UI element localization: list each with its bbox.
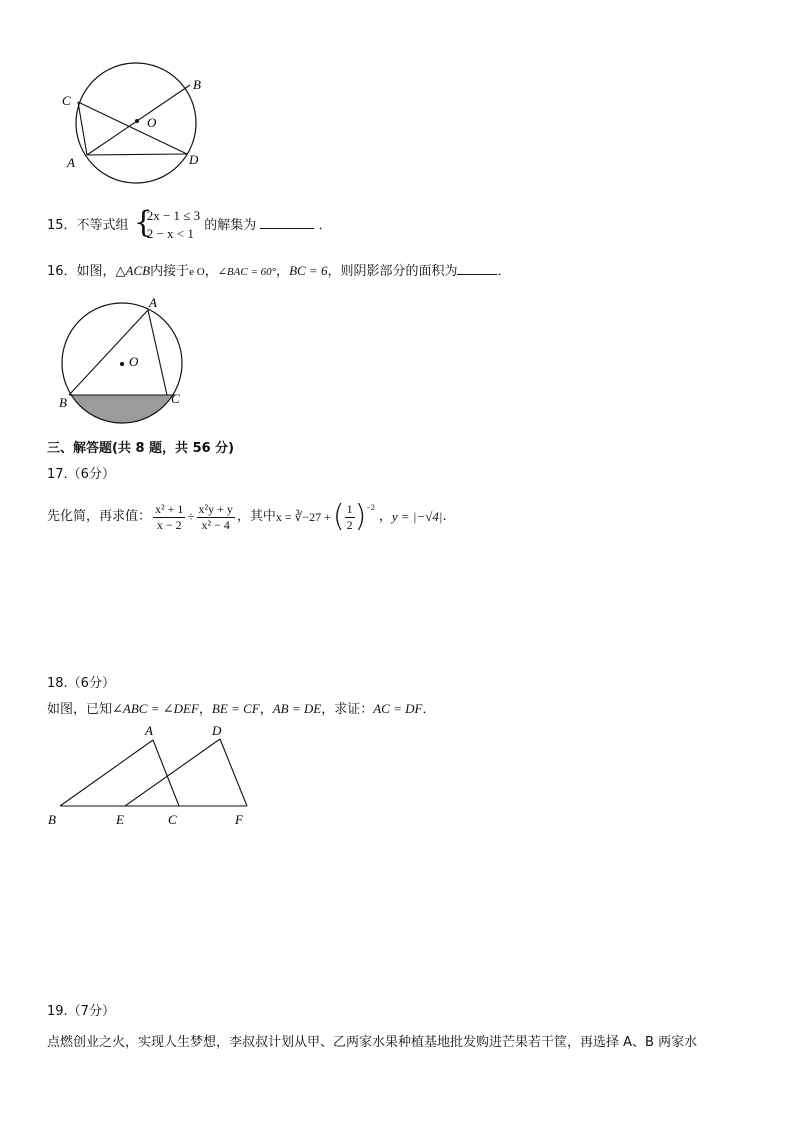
fig16-label-C: C xyxy=(171,391,180,406)
q18-condition-2: BE = CF xyxy=(211,701,260,716)
q16-circle-o: e O xyxy=(189,266,205,278)
problem-18-body xyxy=(47,700,435,719)
fig18-side-AC xyxy=(153,740,179,806)
q16-mid1: 内接于 xyxy=(150,264,190,279)
q18-condition-3: AB = DE xyxy=(272,701,322,716)
q15-end: ． xyxy=(318,218,332,233)
fig14-center-dot xyxy=(135,119,139,123)
q17-exponent: −2 xyxy=(366,503,375,512)
q16-mid2: ，则阴影部分的面积为 xyxy=(327,264,458,279)
q17-intro: 先化简，再求值： xyxy=(47,509,152,524)
fig14-segment-CA xyxy=(78,102,87,155)
q17-comma: ， xyxy=(378,509,392,524)
fig14-circle xyxy=(76,63,196,183)
q18-end: ． xyxy=(422,702,436,717)
q17-fraction-1 xyxy=(153,502,185,533)
q15-line1: 2x − 1 ≤ 3 xyxy=(146,208,201,223)
fig14-label-D: D xyxy=(189,152,199,167)
fig16-label-A: A xyxy=(149,295,157,310)
figure-16-circle xyxy=(50,293,200,433)
q17-half-fraction xyxy=(345,502,355,533)
problem-15 xyxy=(47,207,332,243)
q16-angle: ∠BAC = 60° xyxy=(217,266,277,278)
fig18-label-E: E xyxy=(116,812,124,827)
q17-x-expression: x = ∛−27 + xyxy=(275,510,331,524)
problem-17-header: 17.（6分） xyxy=(47,467,115,482)
fig18-label-B: B xyxy=(48,812,56,827)
problem-19-header: 19.（7分） xyxy=(47,1004,115,1019)
fig16-side-AC xyxy=(148,310,167,395)
q17-left-paren: ( xyxy=(332,499,345,534)
q17-half-denominator: 2 xyxy=(346,517,353,532)
fig16-label-B: B xyxy=(59,395,67,410)
fig14-label-A: A xyxy=(67,155,75,170)
fig14-label-C: C xyxy=(62,93,71,108)
q15-prefix: 15．不等式组 xyxy=(47,218,129,233)
q17-y-expression: y = |−√4| xyxy=(391,509,443,524)
q15-system xyxy=(135,207,200,243)
q17-end: . xyxy=(442,509,447,524)
q17-f1-numerator: x² + 1 xyxy=(155,501,184,516)
q17-half-numerator: 1 xyxy=(346,501,353,516)
problem-19-body: 点燃创业之火，实现人生梦想，李叔叔计划从甲、乙两家水果种植基地批发购进芒果若干筐，再选择 A、B 两家水 xyxy=(47,1035,698,1050)
q15-brace: { xyxy=(133,205,153,240)
fig14-segment-AD xyxy=(87,154,187,155)
q17-right-paren: ) xyxy=(354,499,367,534)
figure-18-triangles xyxy=(40,720,270,835)
q16-sep2: ， xyxy=(276,264,290,279)
q15-answer-blank[interactable] xyxy=(260,216,314,229)
q18-condition-1: ∠ABC = ∠DEF xyxy=(112,701,199,716)
fig16-center-dot xyxy=(120,362,124,366)
q18-sep2: ， xyxy=(259,702,273,717)
figure-14-circle xyxy=(40,55,220,195)
section-3-title: 三、解答题(共 8 题，共 56 分) xyxy=(47,441,235,456)
q17-where: ，其中 xyxy=(236,509,276,524)
q16-sep1: ， xyxy=(204,264,218,279)
fig16-side-AB xyxy=(69,310,148,395)
q15-line2: 2 − x < 1 xyxy=(146,226,194,241)
q17-divide: ÷ xyxy=(187,509,195,524)
q17-f2-denominator: x² − 4 xyxy=(201,517,230,532)
q16-answer-blank[interactable] xyxy=(457,262,497,275)
q18-mid: ，求证： xyxy=(321,702,374,717)
fig18-label-C: C xyxy=(168,812,177,827)
q17-f2-numerator: x²y + y xyxy=(198,501,233,516)
q17-fraction-2 xyxy=(197,502,235,533)
q16-prefix: 16．如图， xyxy=(47,264,116,279)
fig18-label-A: A xyxy=(145,723,153,738)
q15-suffix: 的解集为 xyxy=(204,218,257,233)
fig14-label-O: O xyxy=(147,115,157,130)
fig14-chord-CD xyxy=(78,102,187,154)
q18-goal: AC = DF xyxy=(373,701,423,716)
problem-18-header: 18.（6分） xyxy=(47,676,115,691)
q18-prefix: 如图，已知 xyxy=(47,702,113,717)
q16-triangle: △ACB xyxy=(115,263,151,278)
fig18-side-DF xyxy=(220,739,247,806)
q18-sep1: ， xyxy=(198,702,212,717)
fig14-label-B: B xyxy=(193,77,201,92)
fig18-label-D: D xyxy=(212,723,222,738)
q16-bc: BC = 6 xyxy=(289,263,328,278)
fig18-label-F: F xyxy=(235,812,243,827)
problem-17-body xyxy=(47,497,447,537)
fig18-side-ED xyxy=(125,739,220,806)
q17-f1-denominator: x − 2 xyxy=(156,517,182,532)
problem-16 xyxy=(47,262,510,281)
fig16-label-O: O xyxy=(129,354,139,369)
q16-end: ． xyxy=(497,264,511,279)
